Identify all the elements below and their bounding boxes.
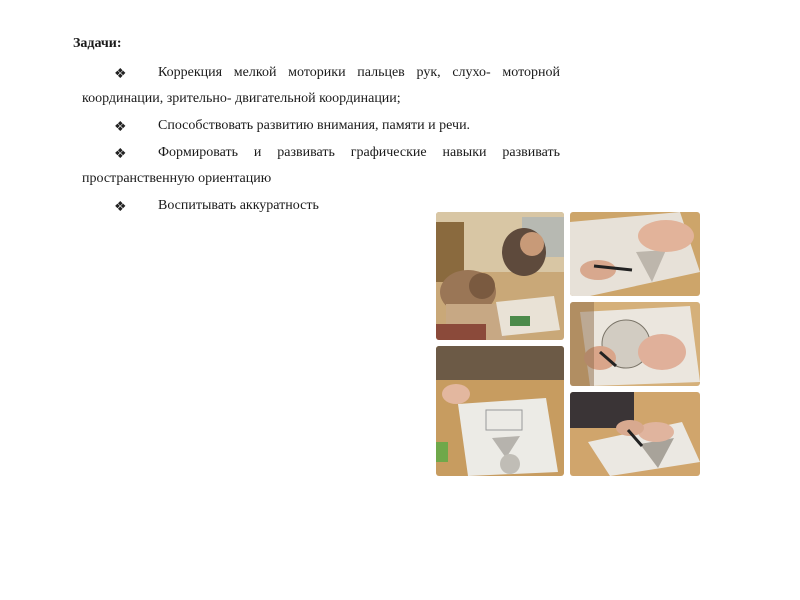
bullet-icon: ❖ — [114, 147, 127, 162]
tasks-heading: Задачи: — [73, 36, 122, 51]
bullet-1-line-2: координации, зрительно- двигательной координации; — [82, 91, 401, 106]
photo-hand-tracing-triangle — [570, 212, 700, 296]
bullet-icon: ❖ — [114, 200, 127, 215]
bullet-icon: ❖ — [114, 67, 127, 82]
bullet-3-line-1: Формировать и развивать графические навыки развивать — [158, 145, 560, 160]
bullet-icon: ❖ — [114, 120, 127, 135]
photo-child-drawing-triangle — [570, 392, 700, 476]
bullet-2-line-1: Способствовать развитию внимания, памяти и речи. — [158, 118, 471, 133]
photo-collage — [436, 212, 700, 476]
photo-worksheet-circle-triangle — [436, 346, 564, 476]
bullet-1-line-1: Коррекция мелкой моторики пальцев рук, слухо- моторной — [158, 65, 560, 80]
photo-teacher-helping-child — [436, 212, 564, 340]
bullet-3-line-2: пространственную ориентацию — [82, 171, 272, 186]
photo-hand-drawing-circle — [570, 302, 700, 386]
bullet-4-line-1: Воспитывать аккуратность — [158, 198, 319, 213]
